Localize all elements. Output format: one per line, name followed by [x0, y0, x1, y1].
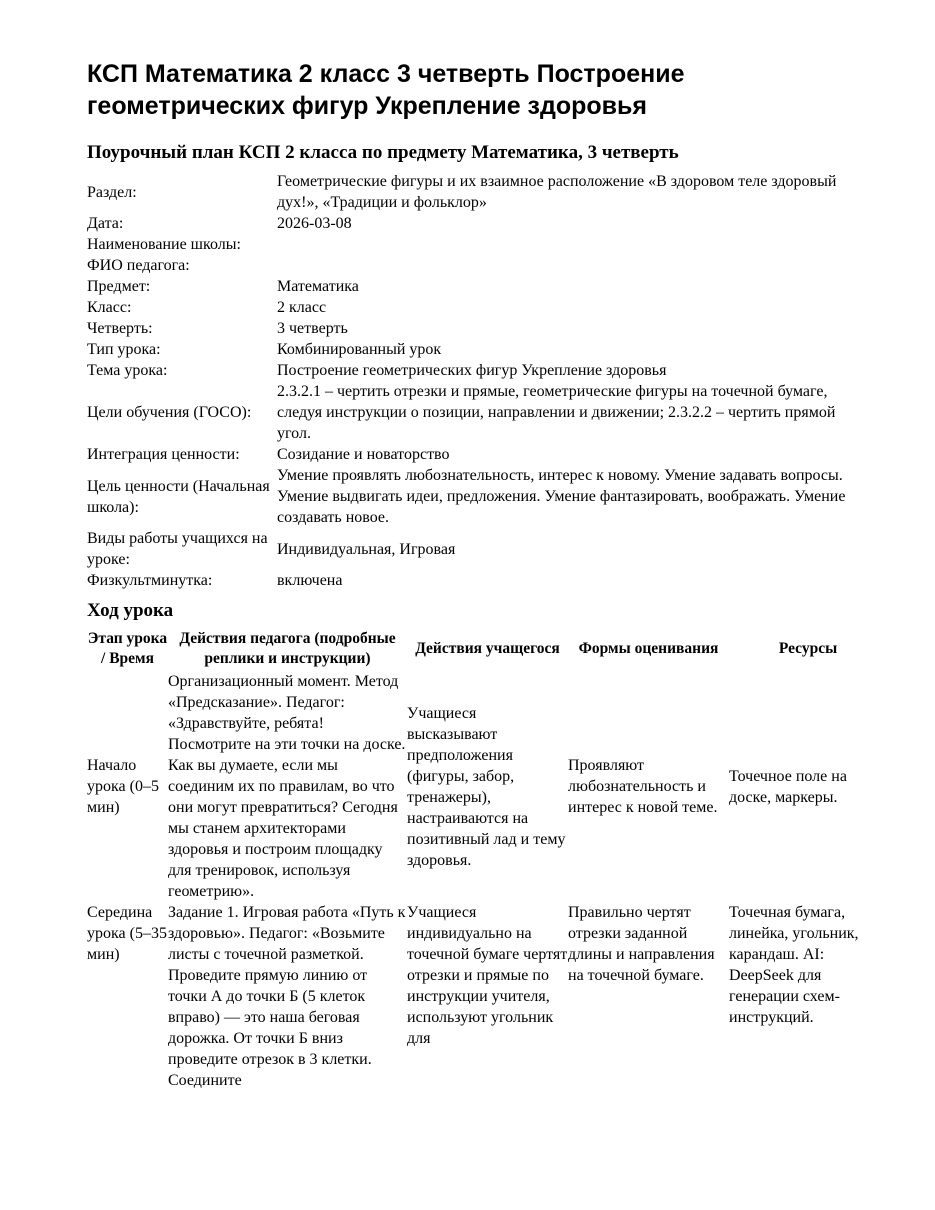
assessment-cell: Проявляют любознательность и интерес к новой теме.: [568, 757, 718, 816]
info-label: Физкультминутка:: [87, 572, 213, 589]
info-label: Наименование школы:: [87, 236, 241, 253]
info-value: [277, 255, 867, 276]
info-row: [87, 339, 867, 360]
info-label: Предмет:: [87, 278, 151, 295]
info-value: Математика: [277, 278, 359, 295]
teacher-actions-cell: Задание 1. Игровая работа «Путь к здоровью». Педагог: «Возьмите листы с точечной разметкой. Проведите прямую линию от точки А до точки Б (5 клеток вправо) — это наша беговая дорожка. От точки Б вниз проведите отрезок в 3 клетки. Соедините: [168, 904, 406, 1089]
lesson-table: [87, 629, 887, 1091]
info-label: Четверть:: [87, 320, 153, 337]
header-student-actions: Действия учащегося: [415, 640, 560, 657]
info-row: [87, 381, 867, 444]
info-row: [87, 255, 867, 276]
info-value: Индивидуальная, Игровая: [277, 540, 456, 558]
student-actions-cell: Учащиеся индивидуально на точечной бумаге чертят отрезки и прямые по инструкции учителя, используют угольник для: [407, 904, 568, 1047]
info-value: Созидание и новаторство: [277, 446, 450, 463]
info-label: Дата:: [87, 215, 124, 232]
info-value: включена: [277, 572, 343, 589]
info-value: Умение проявлять любознательность, интерес к новому. Умение задавать вопросы. Умение выдвигать идеи, предложения. Умение фантазировать, воображать. Умение создавать новое.: [277, 467, 846, 526]
info-value: 2.3.2.1 – чертить отрезки и прямые, геометрические фигуры на точечной бумаге, следуя инструкции о позиции, направлении и движении; 2.3.2.2 – чертить прямой угол.: [277, 383, 836, 442]
header-teacher-actions: Действия педагога (подробные реплики и инструкции): [179, 630, 396, 667]
assessment-cell: Правильно чертят отрезки заданной длины и направления на точечной бумаге.: [568, 904, 715, 984]
info-label: Цель ценности (Начальная школа):: [87, 477, 270, 516]
table-row: [87, 671, 887, 902]
info-label: Виды работы учащихся на уроке:: [87, 530, 268, 568]
info-label: Тип урока:: [87, 341, 161, 358]
plan-subtitle: Поурочный план КСП 2 класса по предмету Математика, 3 четверть: [87, 142, 679, 163]
info-value: 2 класс: [277, 299, 327, 316]
resources-cell: Точечная бумага, линейка, угольник, карандаш. AI: DeepSeek для генерации схем-инструкций.: [729, 904, 859, 1026]
info-row: [87, 276, 867, 297]
info-value: Комбинированный урок: [277, 341, 442, 358]
info-value: [277, 234, 867, 255]
info-row: [87, 234, 867, 255]
stage-cell: Начало урока (0–5 мин): [87, 757, 159, 816]
teacher-actions-cell: Организационный момент. Метод «Предсказание». Педагог: «Здравствуйте, ребята! Посмотрите на эти точки на доске. Как вы думаете, если мы соединим их по правилам, во что они могут превратиться? Сегодня мы станем архитекторами здоровья и построим площадку для тренировок, используя геометрию».: [168, 673, 406, 900]
info-value: 2026-03-08: [277, 215, 352, 232]
info-row: [87, 465, 867, 528]
info-label: Интеграция ценности:: [87, 446, 240, 463]
info-label: Раздел:: [87, 183, 137, 201]
header-assessment: Формы оценивания: [578, 640, 719, 657]
info-row: [87, 297, 867, 318]
document-page: [87, 58, 887, 1091]
table-row: [87, 902, 887, 1091]
resources-cell: Точечное поле на доске, маркеры.: [729, 767, 847, 806]
info-row: [87, 360, 867, 381]
info-value: 3 четверть: [277, 320, 348, 337]
info-value: Построение геометрических фигур Укрепление здоровья: [277, 362, 667, 379]
info-row: [87, 318, 867, 339]
info-row: [87, 528, 867, 570]
lesson-header-row: [87, 629, 887, 671]
stage-cell: Середина урока (5–35 мин): [87, 904, 167, 963]
student-actions-cell: Учащиеся высказывают предположения (фигуры, забор, тренажеры), настраиваются на позитивный лад и тему здоровья.: [407, 704, 566, 869]
page-title: КСП Математика 2 класс 3 четверть Построение геометрических фигур Укрепление здоровья: [87, 60, 685, 120]
info-label: ФИО педагога:: [87, 257, 190, 274]
info-label: Цели обучения (ГОСО):: [87, 404, 252, 421]
lesson-heading: Ход урока: [87, 600, 174, 621]
info-table: [87, 171, 867, 591]
info-row: [87, 171, 867, 213]
info-label: Класс:: [87, 299, 132, 316]
info-row: [87, 444, 867, 465]
info-label: Тема урока:: [87, 362, 168, 379]
info-value: Геометрические фигуры и их взаимное расположение «В здоровом теле здоровый дух!», «Традиции и фольклор»: [277, 173, 837, 211]
header-stage: Этап урока / Время: [87, 630, 168, 667]
info-row: [87, 570, 867, 591]
header-resources: Ресурсы: [778, 640, 838, 657]
info-row: [87, 213, 867, 234]
